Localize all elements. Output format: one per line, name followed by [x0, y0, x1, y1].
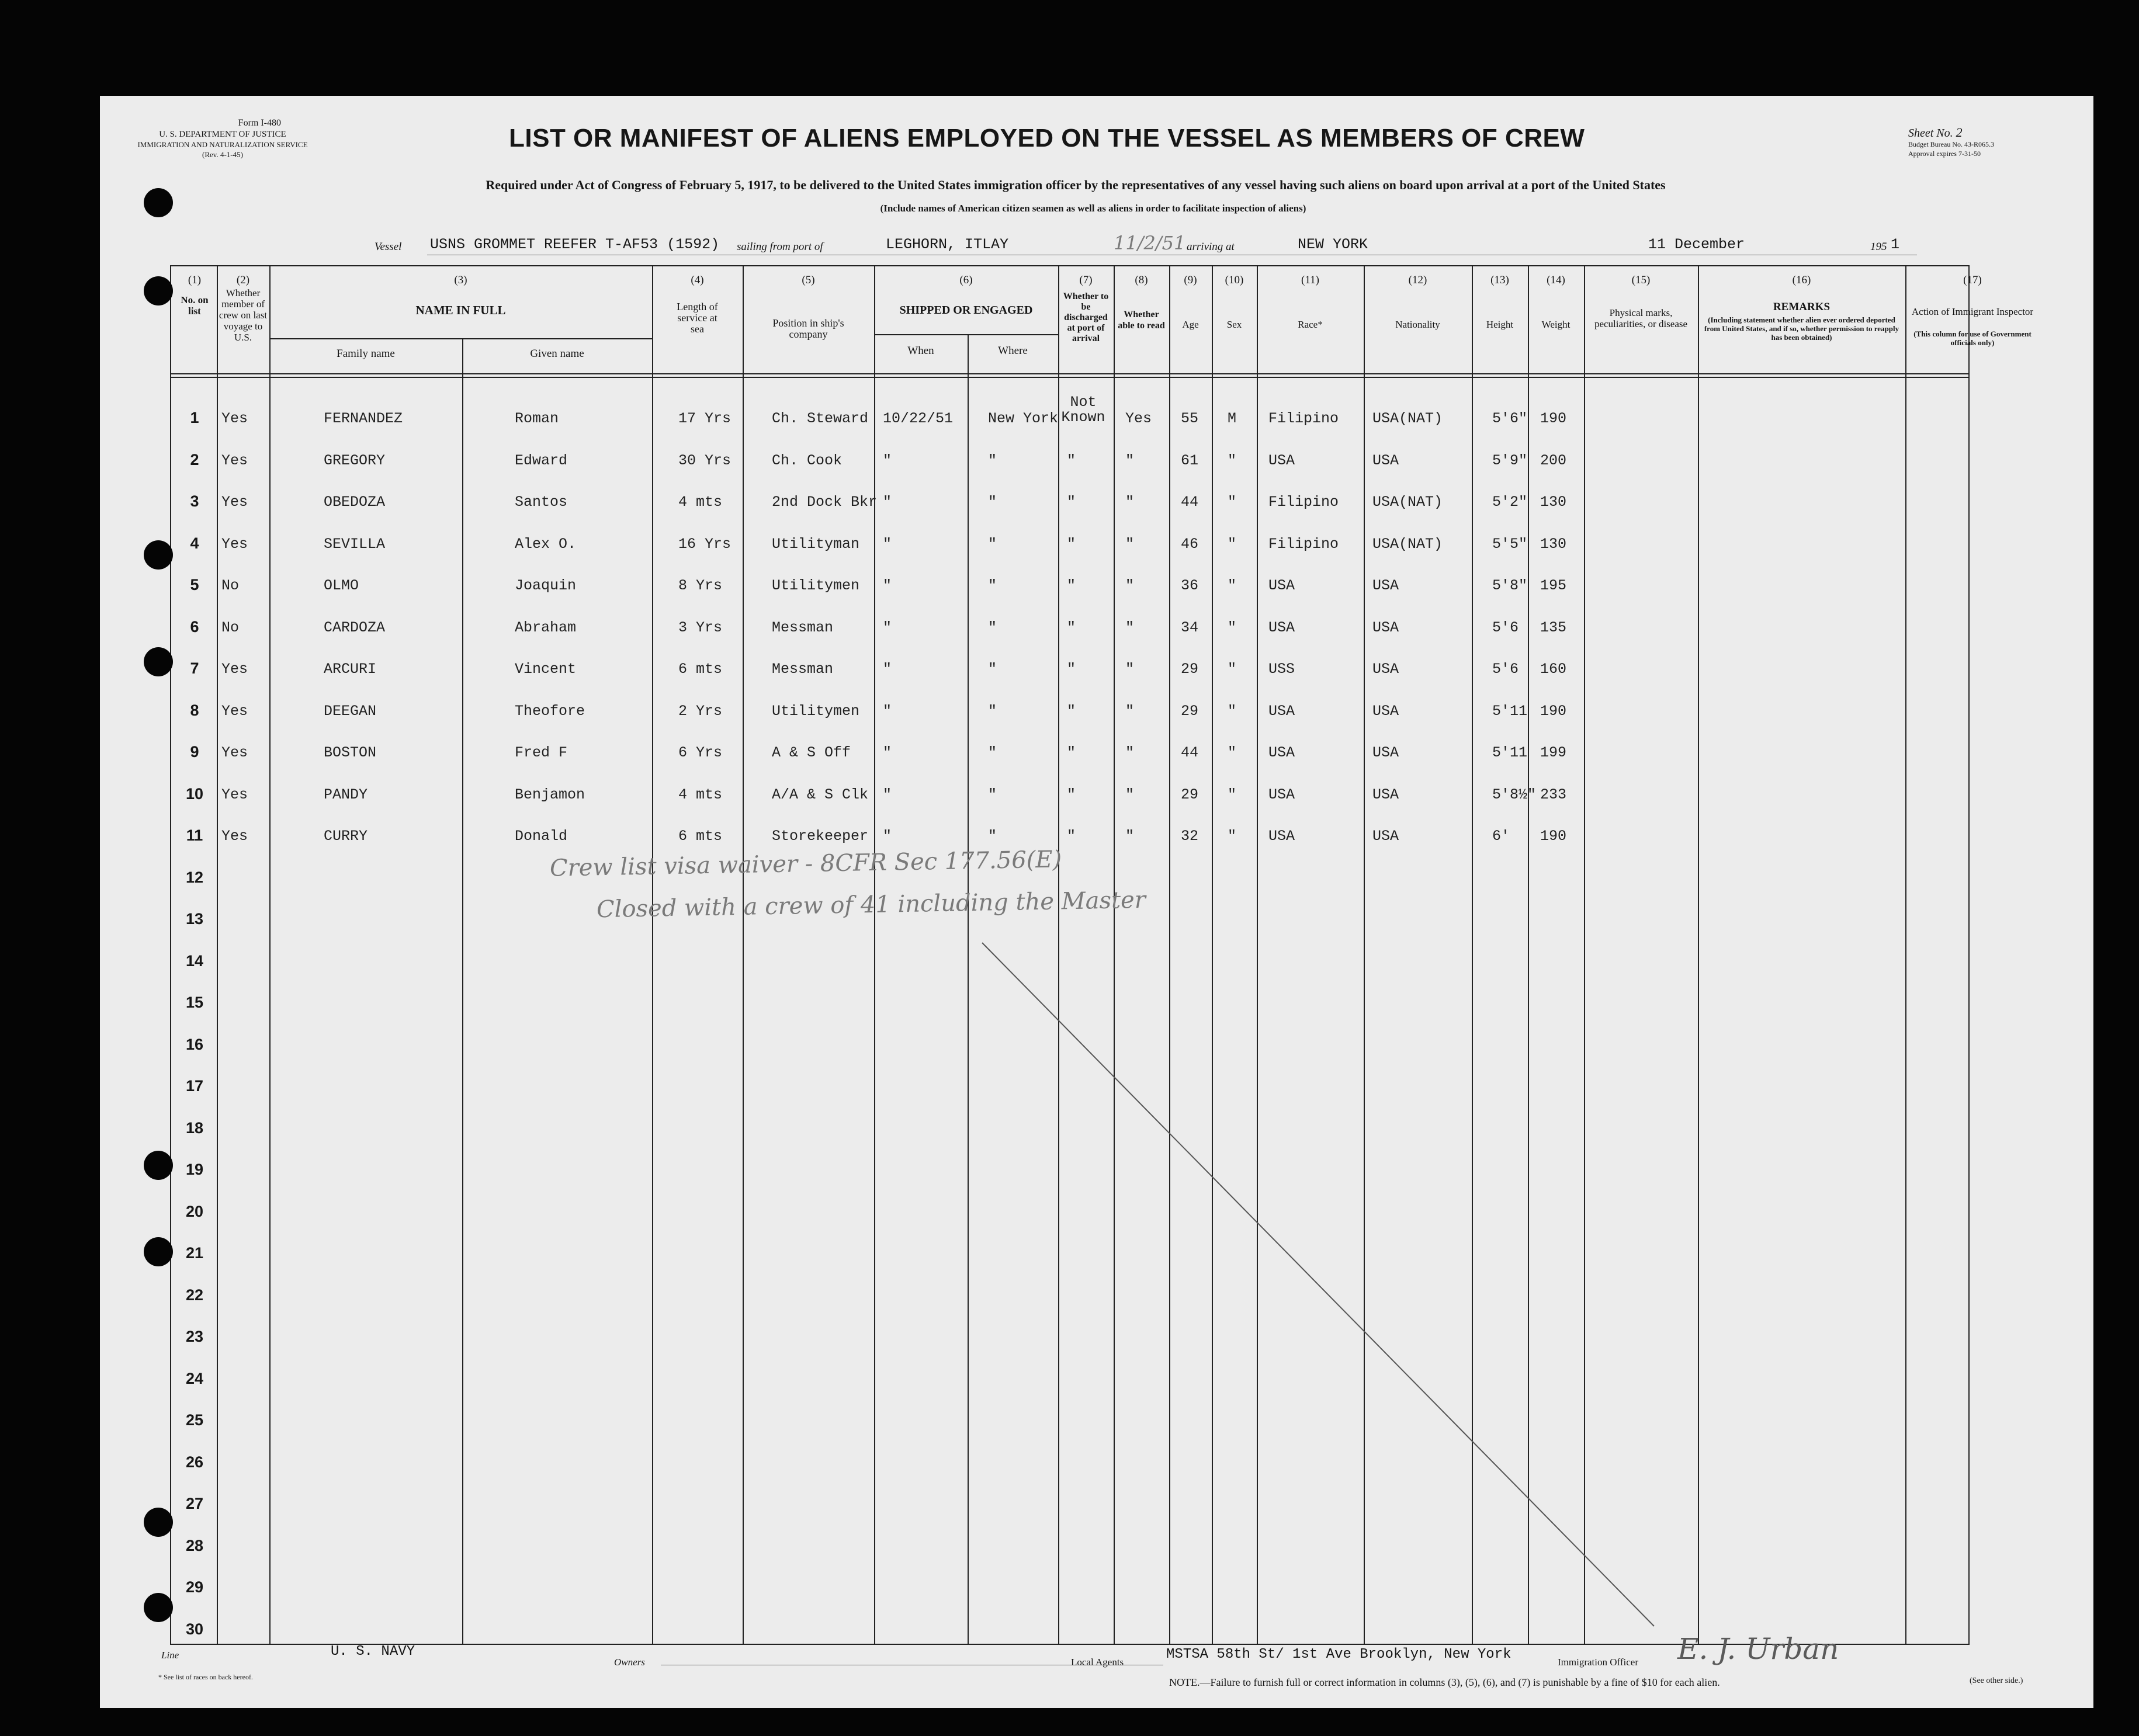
sex: "	[1228, 702, 1237, 720]
discharged-at-port: "	[1067, 494, 1076, 511]
length-of-service: 6 mts	[678, 828, 723, 845]
row-number: 2	[190, 450, 199, 468]
position: 2nd Dock Bkr	[772, 494, 878, 511]
col6-where-label: Where	[998, 345, 1028, 357]
handwritten-note-line1: Crew list visa waiver - 8CFR Sec 177.56(E)	[549, 846, 1062, 882]
sheet-number: Sheet No. 2	[1908, 125, 1963, 140]
length-of-service: 17 Yrs	[678, 410, 732, 427]
form-instruction: (Include names of American citizen seamen as well as aliens in order to facilitate inspection of aliens)	[880, 203, 1306, 214]
given-name: Fred F	[515, 744, 568, 761]
row-number: 17	[185, 1077, 204, 1095]
punch-hole	[144, 1151, 173, 1180]
length-of-service: 4 mts	[678, 494, 723, 511]
col14-number: (14)	[1547, 274, 1565, 286]
nationality: USA	[1372, 702, 1399, 720]
race: USA	[1268, 619, 1295, 636]
position: A/A & S Clk	[772, 786, 869, 803]
family-name: CURRY	[324, 828, 368, 845]
length-of-service: 30 Yrs	[678, 452, 732, 469]
col16-sub: (Including statement whether alien ever ordered deported from United States, and if so, whether permission to reapply has been obtained)	[1704, 315, 1899, 342]
footer-agents-label: Local Agents	[1071, 1657, 1124, 1668]
col4-number: (4)	[691, 274, 704, 286]
col6-when-label: When	[907, 345, 934, 357]
races-note: * See list of races on back hereof.	[158, 1673, 253, 1681]
shipped-where: "	[988, 661, 997, 678]
row-number: 1	[190, 409, 199, 426]
col15-number: (15)	[1631, 274, 1651, 286]
age: 44	[1181, 744, 1199, 761]
discharged-at-port: "	[1067, 744, 1076, 761]
race: USA	[1268, 786, 1295, 803]
race: USA	[1268, 744, 1295, 761]
shipped-where: "	[988, 828, 997, 845]
height: 5'6	[1492, 619, 1519, 636]
col7-number: (7)	[1079, 274, 1093, 286]
able-to-read: "	[1125, 535, 1135, 553]
able-to-read: "	[1125, 577, 1135, 594]
position: Storekeeper	[772, 828, 869, 845]
discharged-at-port: Not Known	[1061, 394, 1105, 426]
col16-number: (16)	[1792, 274, 1811, 286]
revision: (Rev. 4-1-45)	[202, 150, 243, 159]
row-number: 9	[190, 743, 199, 761]
port-from: LEGHORN, ITLAY	[886, 236, 1009, 253]
discharged-at-port: "	[1067, 452, 1076, 469]
row-number: 21	[185, 1244, 204, 1262]
shipped-when: "	[883, 702, 892, 720]
given-name: Roman	[515, 410, 559, 427]
col8-number: (8)	[1135, 274, 1148, 286]
col2-number: (2)	[236, 274, 250, 286]
col16-label: REMARKS	[1773, 301, 1831, 313]
discharged-at-port: "	[1067, 661, 1076, 678]
shipped-when: 10/22/51	[883, 410, 954, 427]
vessel-label: Vessel	[375, 241, 402, 253]
family-name: FERNANDEZ	[324, 410, 403, 427]
row-number: 19	[185, 1161, 204, 1178]
height: 5'8½"	[1492, 786, 1537, 803]
position: Messman	[772, 619, 834, 636]
port-to: NEW YORK	[1298, 236, 1368, 253]
given-name: Alex O.	[515, 535, 577, 553]
length-of-service: 2 Yrs	[678, 702, 723, 720]
sailing-date-handwritten: 11/2/51	[1114, 232, 1186, 254]
race: USS	[1268, 661, 1295, 678]
sex: "	[1228, 744, 1237, 761]
col3-number: (3)	[454, 274, 467, 286]
footer-line-value: U. S. NAVY	[331, 1644, 415, 1659]
col5-number: (5)	[802, 274, 815, 286]
age: 29	[1181, 661, 1199, 678]
col11-number: (11)	[1301, 274, 1319, 286]
race: Filipino	[1268, 494, 1339, 511]
shipped-when: "	[883, 786, 892, 803]
able-to-read: "	[1125, 828, 1135, 845]
age: 55	[1181, 410, 1199, 427]
shipped-where: New York	[988, 410, 1059, 427]
sex: M	[1228, 410, 1237, 427]
row-number: 22	[185, 1286, 204, 1304]
shipped-when: "	[883, 494, 892, 511]
col3-family-label: Family name	[337, 348, 395, 360]
weight: 233	[1540, 786, 1567, 803]
shipped-when: "	[883, 828, 892, 845]
col17-number: (17)	[1963, 274, 1982, 286]
member-last-voyage: Yes	[221, 661, 248, 678]
col6-label: SHIPPED OR ENGAGED	[899, 304, 1033, 317]
row-number: 10	[185, 784, 204, 803]
row-number: 6	[190, 617, 199, 636]
family-name: BOSTON	[324, 744, 377, 761]
row-number: 18	[185, 1119, 204, 1137]
age: 44	[1181, 494, 1199, 511]
height: 5'2"	[1492, 494, 1528, 511]
col1-label: No. on list	[181, 294, 209, 317]
col13-number: (13)	[1490, 274, 1509, 286]
row-number: 8	[190, 701, 199, 719]
punch-hole	[144, 276, 173, 305]
discharged-at-port: "	[1067, 786, 1076, 803]
age: 46	[1181, 535, 1199, 553]
row-number: 30	[185, 1620, 204, 1638]
given-name: Abraham	[515, 619, 577, 636]
punch-hole	[144, 1508, 173, 1537]
nationality: USA(NAT)	[1372, 535, 1443, 553]
col15-label: Physical marks, peculiarities, or disease	[1594, 307, 1688, 329]
footer-agents-value: MSTSA 58th St/ 1st Ave Brooklyn, New York	[1166, 1647, 1511, 1662]
weight: 199	[1540, 744, 1567, 761]
col12-label: Nationality	[1395, 319, 1440, 330]
col13-label: Height	[1486, 319, 1514, 330]
sex: "	[1228, 828, 1237, 845]
row-number: 7	[190, 659, 199, 677]
able-to-read: "	[1125, 702, 1135, 720]
punch-hole	[144, 1237, 173, 1266]
col3-given-label: Given name	[530, 348, 584, 360]
length-of-service: 6 Yrs	[678, 744, 723, 761]
col10-number: (10)	[1225, 274, 1244, 286]
row-number: 14	[185, 952, 204, 970]
age: 61	[1181, 452, 1199, 469]
age: 29	[1181, 786, 1199, 803]
col14-label: Weight	[1541, 319, 1571, 330]
col4-label: Length of service at sea	[677, 301, 718, 335]
manifest-sheet	[100, 96, 2093, 1708]
shipped-where: "	[988, 494, 997, 511]
able-to-read: "	[1125, 786, 1135, 803]
arrival-date: 11 December	[1648, 236, 1745, 253]
page-title: LIST OR MANIFEST OF ALIENS EMPLOYED ON THE VESSEL AS MEMBERS OF CREW	[509, 124, 1585, 152]
row-number: 4	[190, 534, 199, 552]
weight: 200	[1540, 452, 1567, 469]
height: 5'5"	[1492, 535, 1528, 553]
see-other-side: (See other side.)	[1970, 1676, 2023, 1685]
given-name: Joaquin	[515, 577, 577, 594]
handwritten-note-line2: Closed with a crew of 41 including the Master	[596, 886, 1146, 923]
arriving-label: arriving at	[1187, 241, 1235, 253]
height: 5'6	[1492, 661, 1519, 678]
weight: 130	[1540, 494, 1567, 511]
height: 5'11	[1492, 744, 1528, 761]
sex: "	[1228, 577, 1237, 594]
family-name: GREGORY	[324, 452, 386, 469]
weight: 160	[1540, 661, 1567, 678]
discharged-at-port: "	[1067, 702, 1076, 720]
age: 36	[1181, 577, 1199, 594]
punch-hole	[144, 647, 173, 676]
col1-number: (1)	[188, 274, 202, 286]
given-name: Donald	[515, 828, 568, 845]
row-number: 28	[185, 1536, 204, 1554]
nationality: USA	[1372, 744, 1399, 761]
nationality: USA	[1372, 828, 1399, 845]
shipped-when: "	[883, 619, 892, 636]
footer-line-label: Line	[161, 1650, 179, 1661]
col7-label: Whether to be discharged at port of arrival	[1063, 291, 1109, 343]
able-to-read: "	[1125, 744, 1135, 761]
nationality: USA	[1372, 786, 1399, 803]
shipped-when: "	[883, 661, 892, 678]
given-name: Theofore	[515, 702, 585, 720]
shipped-where: "	[988, 744, 997, 761]
shipped-where: "	[988, 702, 997, 720]
shipped-when: "	[883, 535, 892, 553]
family-name: DEEGAN	[324, 702, 377, 720]
family-name: OLMO	[324, 577, 359, 594]
able-to-read: "	[1125, 619, 1135, 636]
col6-number: (6)	[959, 274, 973, 286]
form-number: Form I-480	[238, 118, 281, 128]
height: 5'9"	[1492, 452, 1528, 469]
position: Ch. Cook	[772, 452, 843, 469]
nationality: USA	[1372, 452, 1399, 469]
officer-signature: E. J. Urban	[1677, 1632, 1839, 1666]
family-name: SEVILLA	[324, 535, 386, 553]
row-number: 24	[185, 1369, 204, 1387]
col9-number: (9)	[1184, 274, 1197, 286]
family-name: PANDY	[324, 786, 368, 803]
shipped-where: "	[988, 577, 997, 594]
row-number: 23	[185, 1328, 204, 1345]
sex: "	[1228, 786, 1237, 803]
shipped-where: "	[988, 452, 997, 469]
col2-label: Whether member of crew on last voyage to U.S.	[219, 287, 268, 343]
sex: "	[1228, 494, 1237, 511]
race: USA	[1268, 577, 1295, 594]
height: 5'8"	[1492, 577, 1528, 594]
able-to-read: Yes	[1125, 410, 1152, 427]
family-name: OBEDOZA	[324, 494, 386, 511]
discharged-at-port: "	[1067, 828, 1076, 845]
punch-hole	[144, 540, 173, 570]
length-of-service: 6 mts	[678, 661, 723, 678]
col5-label: Position in ship's company	[772, 317, 844, 340]
race: Filipino	[1268, 410, 1339, 427]
row-number: 11	[186, 827, 203, 844]
shipped-where: "	[988, 619, 997, 636]
position: Ch. Steward	[772, 410, 869, 427]
sex: "	[1228, 619, 1237, 636]
col10-label: Sex	[1226, 319, 1242, 330]
member-last-voyage: Yes	[221, 410, 248, 427]
height: 5'6"	[1492, 410, 1528, 427]
member-last-voyage: Yes	[221, 786, 248, 803]
race: Filipino	[1268, 535, 1339, 553]
row-number: 3	[190, 492, 199, 510]
family-name: ARCURI	[324, 661, 377, 678]
weight: 195	[1540, 577, 1567, 594]
form-subtitle: Required under Act of Congress of February 5, 1917, to be delivered to the United States immigration officer by the representatives of any vessel having such aliens on board upon arrival at a port of the United States	[486, 178, 1666, 192]
shipped-when: "	[883, 577, 892, 594]
discharged-at-port: "	[1067, 577, 1076, 594]
year-suffix: 1	[1891, 236, 1900, 253]
sex: "	[1228, 452, 1237, 469]
race: USA	[1268, 452, 1295, 469]
discharged-at-port: "	[1067, 619, 1076, 636]
shipped-where: "	[988, 786, 997, 803]
approval-expiry: Approval expires 7-31-50	[1908, 150, 1981, 158]
weight: 190	[1540, 702, 1567, 720]
nationality: USA(NAT)	[1372, 410, 1443, 427]
sex: "	[1228, 535, 1237, 553]
given-name: Santos	[515, 494, 568, 511]
height: 5'11	[1492, 702, 1528, 720]
member-last-voyage: Yes	[221, 828, 248, 845]
vessel-name: USNS GROMMET REEFER T-AF53 (1592)	[430, 236, 720, 253]
budget-bureau: Budget Bureau No. 43-R065.3	[1908, 140, 1994, 148]
nationality: USA	[1372, 619, 1399, 636]
weight: 130	[1540, 535, 1567, 553]
length-of-service: 4 mts	[678, 786, 723, 803]
family-name: CARDOZA	[324, 619, 386, 636]
discharged-at-port: "	[1067, 535, 1076, 553]
able-to-read: "	[1125, 452, 1135, 469]
sailing-label: sailing from port of	[737, 241, 823, 253]
member-last-voyage: No	[221, 619, 240, 636]
row-number: 27	[185, 1495, 204, 1512]
punch-hole	[144, 188, 173, 217]
age: 34	[1181, 619, 1199, 636]
position: Utilitymen	[772, 702, 860, 720]
member-last-voyage: Yes	[221, 452, 248, 469]
length-of-service: 3 Yrs	[678, 619, 723, 636]
given-name: Edward	[515, 452, 568, 469]
nationality: USA	[1372, 577, 1399, 594]
position: Messman	[772, 661, 834, 678]
position: Utilityman	[772, 535, 860, 553]
nationality: USA(NAT)	[1372, 494, 1443, 511]
age: 29	[1181, 702, 1199, 720]
length-of-service: 8 Yrs	[678, 577, 723, 594]
position: A & S Off	[772, 744, 851, 761]
member-last-voyage: Yes	[221, 494, 248, 511]
col17-sub: (This column for use of Government officials only)	[1913, 329, 2031, 347]
col8-label: Whether able to read	[1118, 310, 1165, 331]
col3-label: NAME IN FULL	[415, 303, 506, 317]
shipped-when: "	[883, 744, 892, 761]
weight: 190	[1540, 828, 1567, 845]
given-name: Benjamon	[515, 786, 585, 803]
length-of-service: 16 Yrs	[678, 535, 732, 553]
penalty-note: NOTE.—Failure to furnish full or correct information in columns (3), (5), (6), and (7) is punishable by a fine of $10 for each alien.	[1169, 1676, 1720, 1688]
member-last-voyage: Yes	[221, 744, 248, 761]
able-to-read: "	[1125, 494, 1135, 511]
age: 32	[1181, 828, 1199, 845]
punch-hole	[144, 1593, 173, 1622]
row-number: 5	[190, 576, 199, 593]
height: 6'	[1492, 828, 1510, 845]
row-number: 13	[185, 910, 204, 928]
race: USA	[1268, 702, 1295, 720]
shipped-where: "	[988, 535, 997, 553]
row-number: 16	[185, 1035, 204, 1053]
row-number: 25	[185, 1411, 204, 1429]
weight: 135	[1540, 619, 1567, 636]
row-number: 12	[185, 868, 204, 886]
footer-owners-label: Owners	[614, 1657, 645, 1668]
row-number: 20	[185, 1202, 204, 1220]
member-last-voyage: Yes	[221, 535, 248, 553]
row-number: 26	[185, 1453, 204, 1471]
position: Utilitymen	[772, 577, 860, 594]
given-name: Vincent	[515, 661, 577, 678]
weight: 190	[1540, 410, 1567, 427]
sex: "	[1228, 661, 1237, 678]
pencil-cancel-stroke	[100, 96, 2093, 1708]
shipped-when: "	[883, 452, 892, 469]
col11-label: Race*	[1298, 319, 1323, 330]
row-number: 15	[185, 994, 204, 1011]
able-to-read: "	[1125, 661, 1135, 678]
department: U. S. DEPARTMENT OF JUSTICE	[159, 130, 286, 139]
col9-label: Age	[1182, 319, 1199, 330]
nationality: USA	[1372, 661, 1399, 678]
member-last-voyage: Yes	[221, 702, 248, 720]
member-last-voyage: No	[221, 577, 240, 594]
col12-number: (12)	[1408, 274, 1427, 286]
year-prefix: 195	[1870, 241, 1887, 253]
service: IMMIGRATION AND NATURALIZATION SERVICE	[137, 140, 308, 149]
col17-label: Action of Immigrant Inspector	[1911, 306, 2034, 317]
footer-officer-label: Immigration Officer	[1558, 1657, 1639, 1668]
row-number: 29	[185, 1578, 204, 1596]
race: USA	[1268, 828, 1295, 845]
